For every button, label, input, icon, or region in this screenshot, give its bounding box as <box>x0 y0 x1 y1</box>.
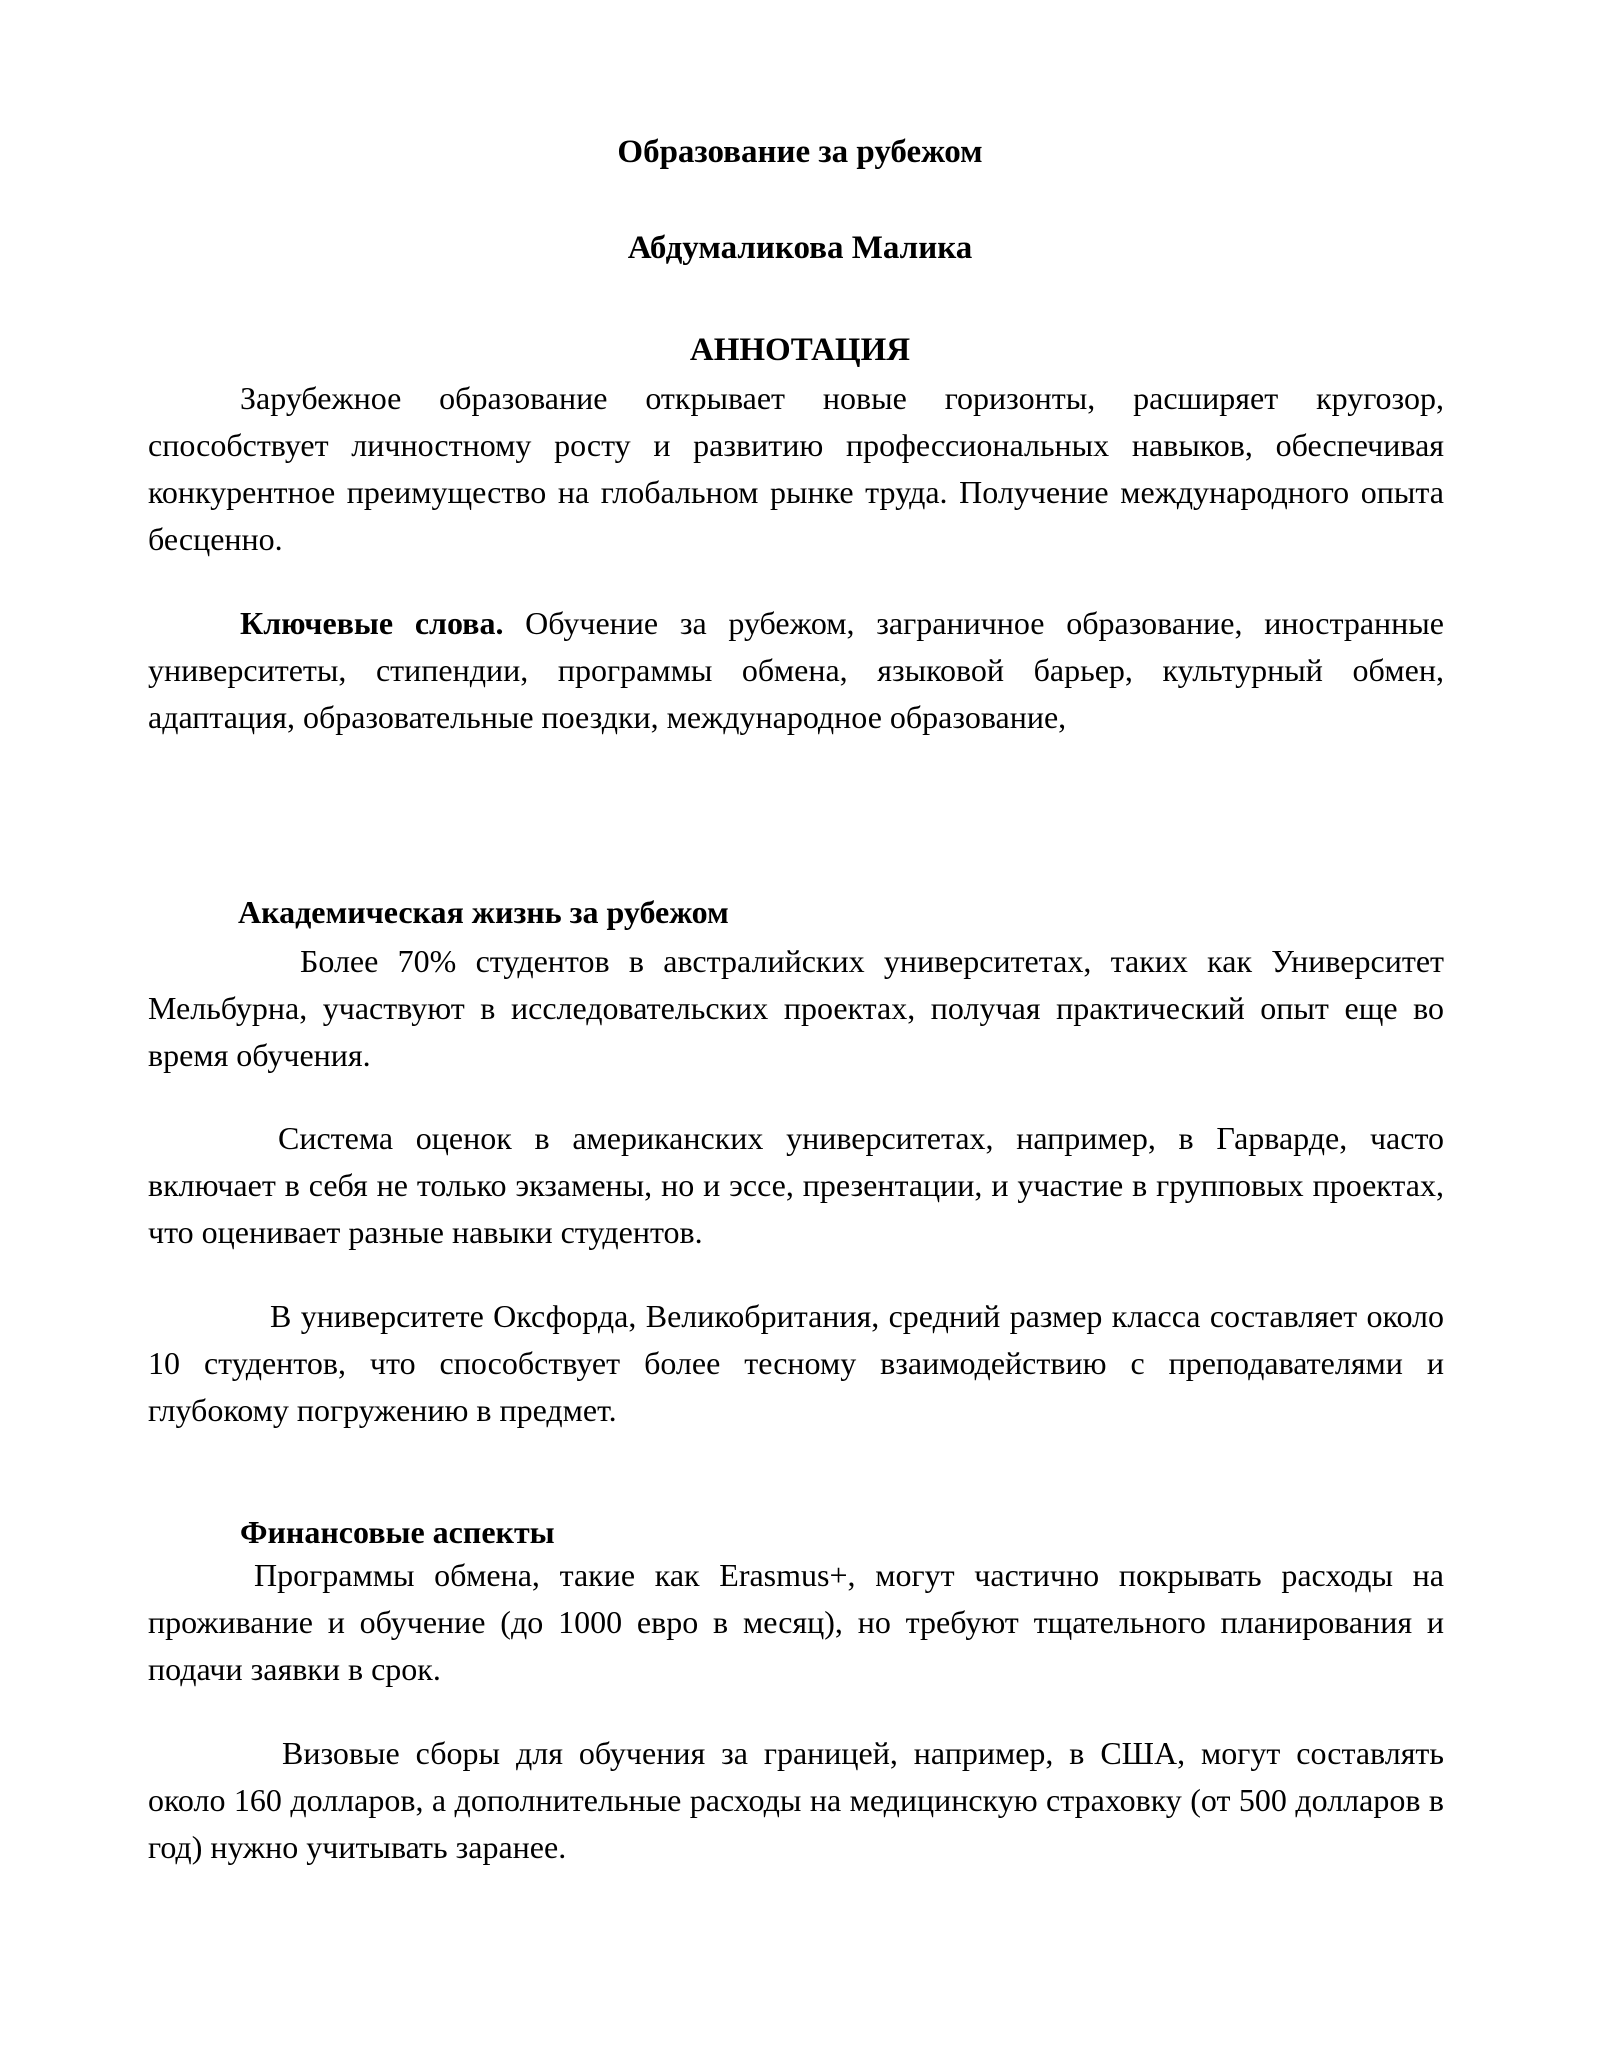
academic-paragraph-1: Более 70% студентов в австралийских университетах, таких как Университет Мельбурна, участвуют в исследовательских проектах, получая практический опыт еще во время обучения. <box>148 943 1444 1073</box>
keywords-label: Ключевые слова. <box>240 605 504 641</box>
finance-paragraph-2: Визовые сборы для обучения за границей, например, в США, могут составлять около 160 долларов, а дополнительные расходы на медицинскую страховку (от 500 долларов в год) нужно учитывать заранее. <box>148 1735 1444 1865</box>
annotation-heading: АННОТАЦИЯ <box>689 332 911 368</box>
academic-paragraph-3: В университете Оксфорда, Великобритания, средний размер класса составляет около 10 студентов, что способствует более тесному взаимодействию с преподавателями и глубокому погружению в предмет. <box>148 1298 1444 1428</box>
document-title: Образование за рубежом <box>617 134 983 170</box>
academic-paragraph-2: Система оценок в американских университетах, например, в Гарварде, часто включает в себя не только экзамены, но и эссе, презентации, и участие в групповых проектах, что оценивает разные навыки студентов. <box>148 1120 1444 1250</box>
section-heading-academic: Академическая жизнь за рубежом <box>238 894 729 930</box>
author-name: Абдумаликова Малика <box>627 230 973 266</box>
keywords-list: Обучение за рубежом, заграничное образование, иностранные университеты, стипендии, программы обмена, языковой барьер, культурный обмен, адаптация, образовательные поездки, международное образование, <box>148 605 1445 735</box>
finance-paragraph-1: Программы обмена, такие как Erasmus+, могут частично покрывать расходы на проживание и обучение (до 1000 евро в месяц), но требуют тщательного планирования и подачи заявки в срок. <box>148 1557 1444 1687</box>
annotation-paragraph: Зарубежное образование открывает новые горизонты, расширяет кругозор, способствует личностному росту и развитию профессиональных навыков, обеспечивая конкурентное преимущество на глобальном рынке труда. Получение международного опыта бесценно. <box>148 380 1444 557</box>
keywords-paragraph <box>148 600 1444 741</box>
section-heading-finance: Финансовые аспекты <box>240 1514 555 1550</box>
